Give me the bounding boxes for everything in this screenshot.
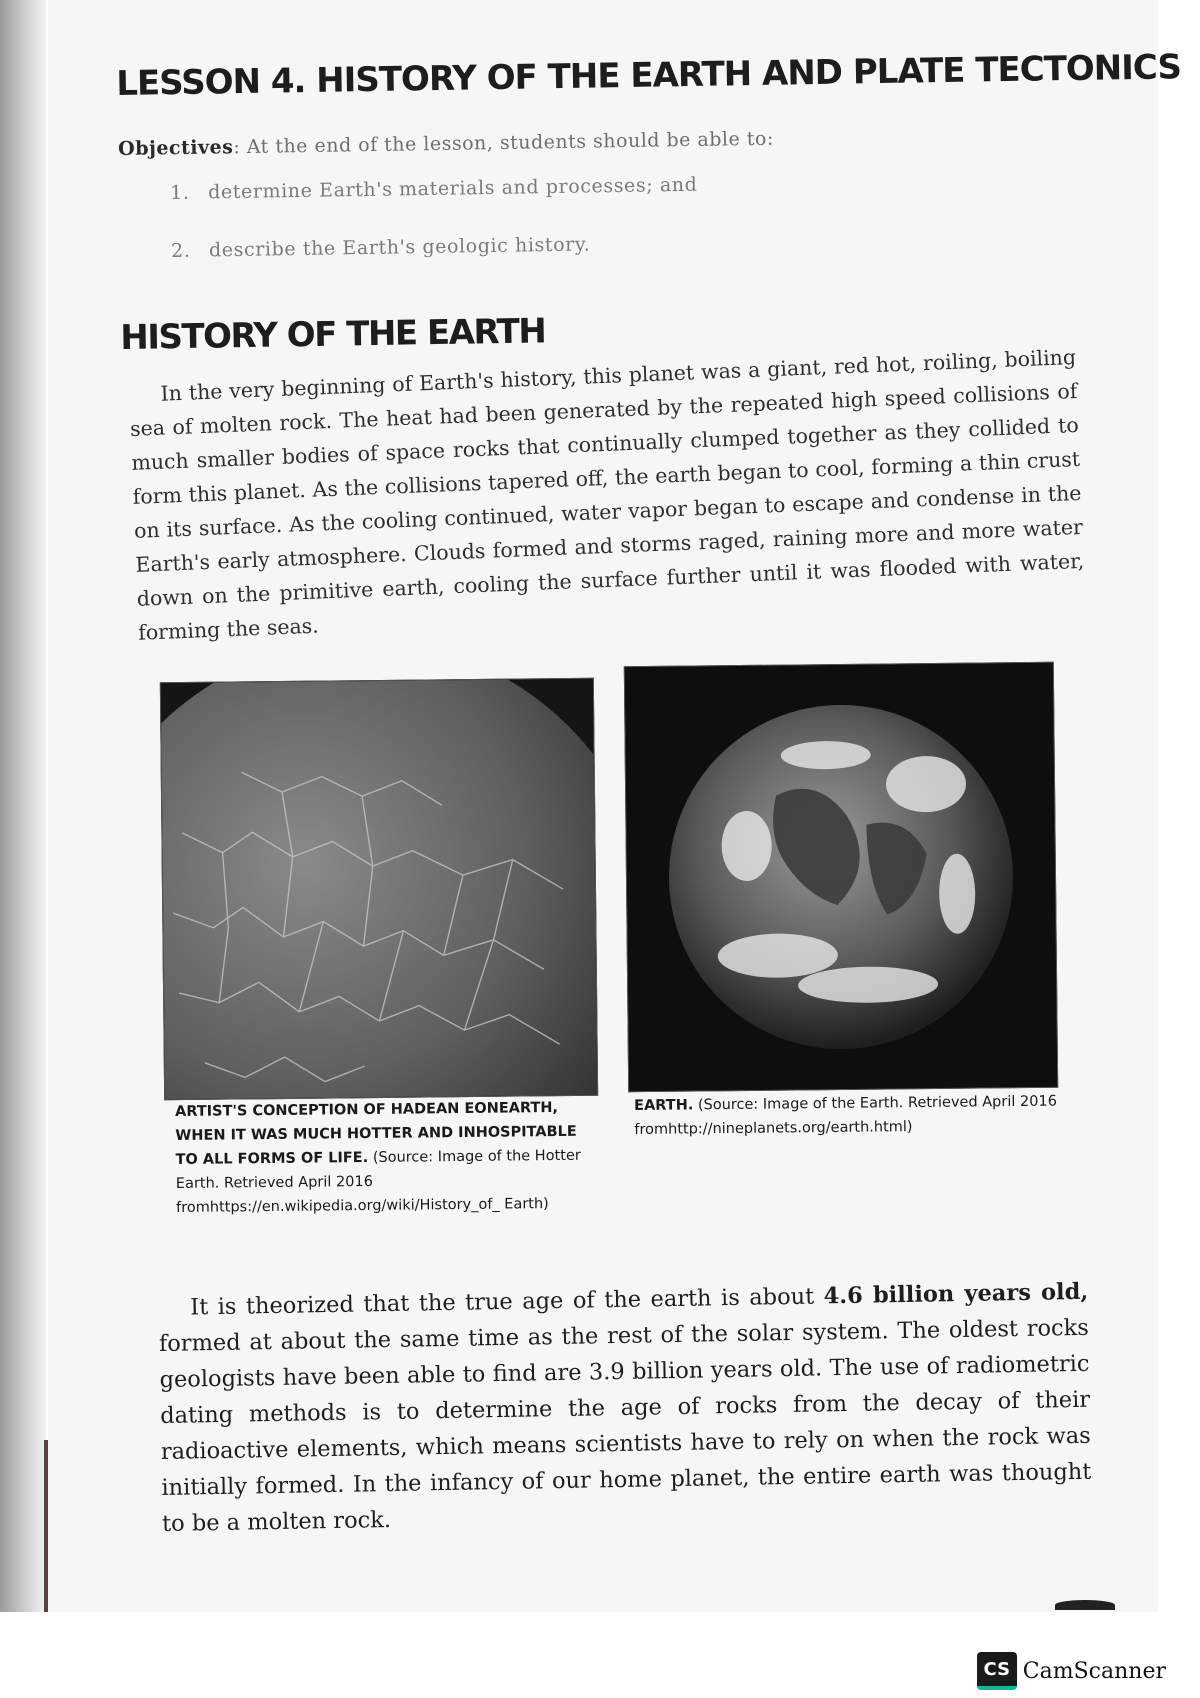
objectives-intro: : At the end of the lesson, students should be able to: <box>233 127 774 159</box>
caption-title: ARTIST'S CONCEPTION OF HADEAN EONEARTH, WHEN IT WAS MUCH HOTTER AND INHOSPITABLE TO ALL FORMS OF LIFE. <box>175 1099 577 1168</box>
paragraph-text: It is theorized that the true age of the earth is about <box>190 1283 824 1321</box>
caption-source: (Source: Image of the Hotter Earth. Retrieved April 2016 fromhttps://en.wikipedia.org/wiki/History_of_ Earth) <box>175 1147 581 1216</box>
objective-number: 1. <box>170 181 190 204</box>
hadean-earth-caption <box>175 1096 596 1220</box>
camscanner-icon-text: CS <box>983 1658 1011 1680</box>
objectives-list <box>170 168 1072 298</box>
modern-earth-image <box>624 662 1058 1092</box>
section-title: HISTORY OF THE EARTH <box>120 311 546 358</box>
caption-title: EARTH. <box>634 1097 694 1114</box>
objectives-label: Objectives <box>118 136 234 160</box>
camscanner-label: CamScanner <box>1022 1658 1166 1684</box>
objective-number: 2. <box>170 239 191 262</box>
hadean-earth-image <box>160 678 598 1101</box>
history-paragraph: In the very beginning of Earth's history, this planet was a giant, red hot, roiling, boiling sea of molten rock. The heat had been generated by the repeated high speed collisions of much smaller bodies of space rocks that continually clumped together as they collided to form this planet. As the collisions tapered off, the earth began to cool, forming a thin crust on its surface. As the cooling continued, water vapor began to escape and condense in the Earth's early atmosphere. Clouds formed and storms raged, raining more and more water down on the primitive earth, cooling the surface further until it was flooded with water, forming the seas. <box>129 344 1085 645</box>
earth-caption <box>634 1089 1064 1142</box>
hadean-earth-illustration <box>161 679 597 1100</box>
lesson-title: LESSON 4. HISTORY OF THE EARTH AND PLATE TECTONICS <box>116 47 1182 104</box>
earth-age-emphasis: 4.6 billion years old, <box>823 1278 1089 1310</box>
scan-shadow-edge <box>0 0 46 1612</box>
page-corner-mark <box>1055 1600 1115 1610</box>
objective-text: describe the Earth's geologic history. <box>208 233 591 262</box>
caption-source: (Source: Image of the Earth. Retrieved April 2016 fromhttp://nineplanets.org/earth.html) <box>634 1093 1057 1138</box>
earth-photo-illustration <box>625 663 1057 1091</box>
camscanner-icon <box>977 1652 1017 1690</box>
age-of-earth-paragraph <box>158 1274 1092 1542</box>
paragraph-text: formed at about the same time as the rest of the solar system. The oldest rocks geologists have been able to find are 3.9 billion years old. The use of radiometric dating methods is to determine the age of rocks from the decay of their radioactive elements, which means scientists have to rely on when the rock was initially formed. In the infancy of our home planet, the entire earth was thought to be a molten rock. <box>158 1314 1092 1537</box>
camscanner-watermark <box>977 1652 1166 1690</box>
objective-text: determine Earth's materials and processes; and <box>207 173 698 204</box>
